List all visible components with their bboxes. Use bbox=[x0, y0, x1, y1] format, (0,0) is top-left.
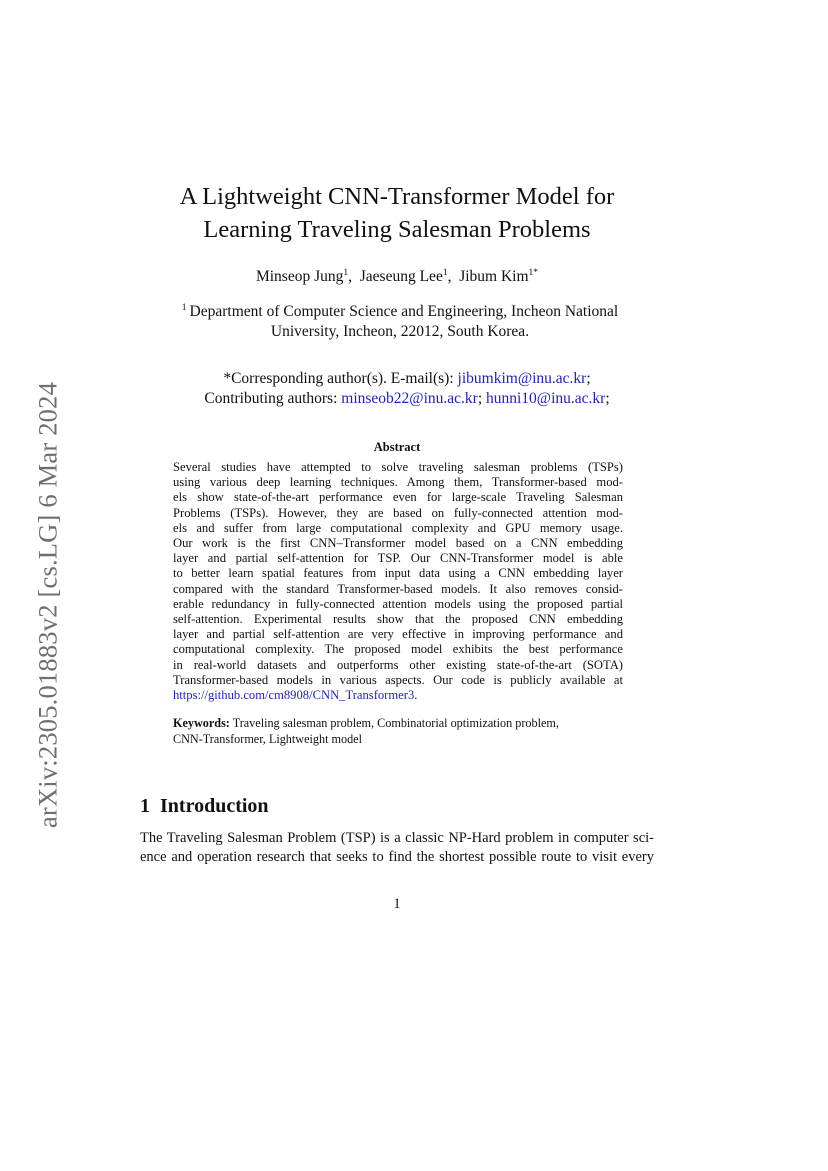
title-line-2: Learning Traveling Salesman Problems bbox=[203, 216, 591, 243]
separator: ; bbox=[586, 370, 591, 387]
abstract-body bbox=[173, 460, 623, 703]
author-affiliation-mark: 1* bbox=[528, 268, 539, 278]
intro-line-1: The Traveling Salesman Problem (TSP) is a classic NP-Hard problem in computer sci- bbox=[140, 830, 654, 846]
abstract-line: using various deep learning techniques. Among them, Transformer-based mod- bbox=[173, 475, 623, 490]
contributing-label: Contributing authors: bbox=[204, 390, 342, 407]
separator: ; bbox=[605, 390, 610, 407]
period: . bbox=[414, 688, 418, 703]
paper-title bbox=[140, 180, 654, 246]
corresponding-email-link[interactable]: jibumkim@inu.ac.kr bbox=[457, 370, 587, 387]
author-name: Jibum Kim bbox=[459, 268, 529, 285]
abstract-line: computational complexity. The proposed model exhibits the best performance bbox=[173, 642, 623, 657]
intro-line-2: ence and operation research that seeks to find the shortest possible route to visit every bbox=[140, 849, 654, 865]
separator: ; bbox=[477, 390, 483, 407]
abstract-line: els show state-of-the-art performance even for large-scale Traveling Salesman bbox=[173, 490, 623, 505]
affiliation-line-1: Department of Computer Science and Engineering, Incheon National bbox=[189, 303, 619, 320]
introduction-text bbox=[140, 829, 654, 867]
page-number: 1 bbox=[393, 896, 401, 912]
keywords-line-2: CNN-Transformer, Lightweight model bbox=[173, 731, 362, 746]
contact-info bbox=[140, 369, 674, 409]
abstract-line: Our work is the first CNN–Transformer model based on a CNN embedding bbox=[173, 536, 623, 551]
affiliation bbox=[150, 299, 650, 341]
abstract-line: erable redundancy in fully-connected attention models using the proposed partial bbox=[173, 596, 623, 611]
affiliation-line-2: University, Incheon, 22012, South Korea. bbox=[270, 322, 530, 340]
arxiv-identifier: arXiv:2305.01883v2 [cs.LG] 6 Mar 2024 bbox=[32, 381, 63, 829]
abstract-line: self-attention. Experimental results show that the proposed CNN embedding bbox=[173, 612, 623, 627]
abstract-line: layer and partial self-attention for TSP. Our CNN-Transformer model is able bbox=[173, 551, 623, 566]
abstract-line: in real-world datasets and outperforms other existing state-of-the-art (SOTA) bbox=[173, 657, 623, 672]
contributing-email-link-1[interactable]: minseob22@inu.ac.kr bbox=[341, 390, 478, 407]
keywords-label: Keywords: bbox=[173, 716, 230, 730]
abstract-line: compared with the standard Transformer-based models. It also removes consid- bbox=[173, 581, 623, 596]
section-title: Introduction bbox=[160, 795, 269, 817]
abstract-line: Several studies have attempted to solve traveling salesman problems (TSPs) bbox=[173, 460, 623, 474]
section-number: 1 bbox=[140, 795, 150, 817]
abstract-line: to better learn spatial features from input data using a CNN embedding layer bbox=[173, 566, 623, 581]
abstract-heading: Abstract bbox=[373, 440, 421, 454]
abstract-line bbox=[173, 688, 623, 703]
affiliation-mark: 1 bbox=[181, 303, 187, 313]
title-line-1: A Lightweight CNN-Transformer Model for bbox=[179, 183, 615, 210]
section-heading bbox=[140, 795, 269, 818]
contributing-email-link-2[interactable]: hunni10@inu.ac.kr bbox=[486, 390, 606, 407]
abstract-line: els and suffer from large computational complexity and GPU memory usage. bbox=[173, 520, 623, 535]
author-name: Minseop Jung bbox=[255, 268, 344, 285]
code-repository-link[interactable]: https://github.com/cm8908/CNN_Transformer3 bbox=[173, 688, 415, 703]
keywords-line-1: Traveling salesman problem, Combinatorial optimization problem, bbox=[232, 716, 559, 730]
abstract-line: layer and partial self-attention are very effective in improving performance and bbox=[173, 627, 623, 642]
corresponding-label: *Corresponding author(s). E-mail(s): bbox=[223, 370, 458, 387]
abstract-line: Transformer-based models in various aspects. Our code is publicly available at bbox=[173, 672, 623, 687]
author-list: Minseop Jung$^1$, Jaeseung Lee$^1$, Jibum Kim$^{1*}$ bbox=[255, 268, 539, 285]
keywords bbox=[173, 716, 623, 747]
author-affiliation-mark: 1 bbox=[442, 268, 448, 278]
abstract-line: Problems (TSPs). However, they are based on fully-connected attention mod- bbox=[173, 505, 623, 520]
author-affiliation-mark: 1 bbox=[343, 268, 349, 278]
author-name: Jaeseung Lee bbox=[359, 268, 443, 285]
